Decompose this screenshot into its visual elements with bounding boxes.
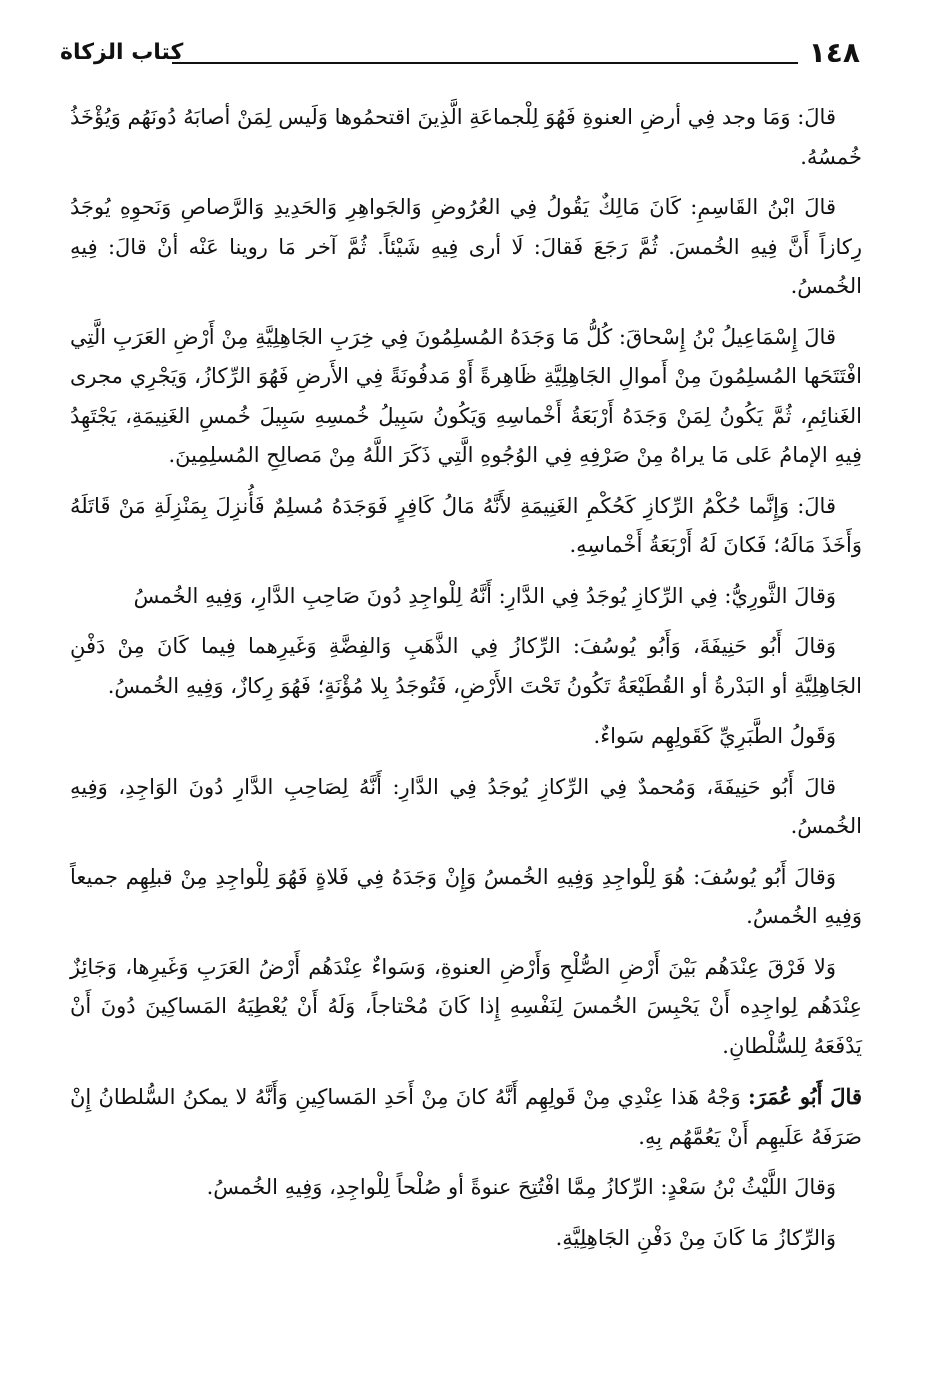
paragraph: قالَ ابْنُ القَاسِمِ: كَانَ مَالِكٌ يَقُولُ فِي العُرُوضِ وَالجَواهِرِ وَالحَدِيدِ وَالرَّصاصِ وَنَحوِهِ يُوجَدُ رِكازاً أَنَّ فِيهِ الخُمسَ. ثُمَّ رَجَعَ فَقالَ: لَا أرى فِيهِ شَيْئاً. ثُمَّ آخر مَا روينا عَنْه أنْ قالَ: فِيهِ الخُمسُ. xyxy=(70,195,862,298)
paragraph: وَقالَ أَبُو حَنِيفَةَ، وَأَبُو يُوسُفَ: الرِّكازُ فِي الذَّهَبِ وَالفِضَّةِ وَغَيرِهما فِيما كَانَ مِنْ دَفْنِ الجَاهِلِيَّةِ أو البَدْرةُ أو القُطَيْعَةُ تَكُونُ تَحْتَ الأَرْضِ، فَتُوجَدُ بِلا مُؤْنَةٍ؛ فَهُوَ رِكازٌ، وَفِيهِ الخُمسُ. xyxy=(70,634,862,698)
paragraph: قالَ: وَإِنَّما حُكْمُ الرِّكازِ كَحُكْمِ الغَنِيمَةِ لأَنَّهُ مَالُ كَافِرٍ فَوَجَدَهُ مُسلِمٌ فَأُنزِلَ بِمَنْزِلَةِ مَنْ قَاتَلَهُ وَأَخَذَ مَالَهُ؛ فَكانَ لَهُ أَرْبَعَةُ أَخْماسِهِ. xyxy=(70,493,862,557)
paragraph: وَقالَ الثَّورِيُّ: فِي الرِّكازِ يُوجَدُ فِي الدَّارِ: أَنَّهُ لِلْواجِدِ دُونَ صَاحِبِ الدَّارِ، وَفِيهِ الخُمسُ xyxy=(133,583,836,608)
speaker-label: قالَ أَبُو عُمَرَ: xyxy=(748,1084,862,1109)
paragraph: قالَ إِسْمَاعِيلُ بْنُ إِسْحاقَ: كُلُّ مَا وَجَدَهُ المُسلِمُونَ فِي خِرَبِ الجَاهِلِيَّةِ مِنْ أَرْضِ العَرَبِ الَّتِي افْتَتَحَها المُسلِمُونَ مِنْ أَموالِ الجَاهِلِيَّةِ ظَاهِرةً أَوْ مَدفُونَةً فِي الأَرضِ فَهُوَ الرِّكازُ، وَيَجْرِي مجرى الغَنائِمِ، ثُمَّ يَكُونُ لِمَنْ وَجَدَهُ أَرْبَعَةُ أَخْماسِهِ وَيَكُونُ سَبِيلُ خُمسِهِ سَبِيلَ خُمسِ الغَنِيمَةِ، يَجْتَهِدُ فِيهِ الإمامُ عَلى مَا يراهُ مِنْ صَرْفِهِ فِي الوُجُوهِ الَّتِي ذَكَرَ اللَّهُ مِنْ مَصالِحِ المُسلِمِينَ. xyxy=(70,324,862,467)
speaker-text: وَجْهُ هَذا عِنْدِي مِنْ قَولِهِم أَنَّهُ كانَ مِنْ أَحَدِ المَساكِينِ وَأَنَّهُ لا يمكنُ السُّلطانُ إِنْ صَرَفَهُ عَلَيهِم أَنْ يَعُمَّهُم بِهِ. xyxy=(70,1085,862,1149)
speaker-paragraph xyxy=(70,1077,862,1157)
paragraph: وَقالَ أَبُو يُوسُفَ: هُوَ لِلْواجِدِ وَفِيهِ الخُمسُ وَإِنْ وَجَدَهُ فِي فَلاةٍ فَهُوَ لِلْواجِدِ مِنْ قبلِهِم جميعاً وَفِيهِ الخُمسُ. xyxy=(70,864,862,928)
running-title: كتاب الزكاة xyxy=(60,40,184,65)
page-header xyxy=(60,30,860,80)
paragraph: قالَ: وَمَا وجد فِي أرضِ العنوةِ فَهُوَ لِلْجماعَةِ الَّذِينَ اقتحمُوها وَلَيس لِمَنْ أصابَهُ دُونَهُم وَيُؤْخَذُ خُمسُهُ. xyxy=(70,105,862,169)
paragraph: وَالرِّكازُ مَا كَانَ مِنْ دَفْنِ الجَاهِلِيَّةِ. xyxy=(555,1225,836,1250)
body-text xyxy=(70,98,862,1269)
paragraph: وَقالَ اللَّيْثُ بْنُ سَعْدٍ: الرِّكازُ مِمَّا افْتُتِحَ عنوةً أو صُلْحاً لِلْواجِدِ، وَفِيهِ الخُمسُ. xyxy=(206,1175,836,1199)
header-rule xyxy=(172,62,798,64)
paragraph: قالَ أَبُو حَنِيفَةَ، وَمُحمدٌ فِي الرِّكازِ يُوجَدُ فِي الدَّارِ: أَنَّهُ لِصَاحِبِ الدَّارِ دُونَ الوَاجِدِ، وَفِيهِ الخُمسُ. xyxy=(70,774,862,838)
page-number: ١٤٨ xyxy=(808,36,860,69)
paragraph: وَقَولُ الطَّبَرِيِّ كَقَولِهِم سَواءٌ. xyxy=(593,724,836,748)
paragraph: وَلا فَرْقَ عِنْدَهُم بَيْنَ أَرْضِ الصُّلْحِ وَأَرْضِ العنوةِ، وَسَواءٌ عِنْدَهُم أَرْضُ العَرَبِ وَغَيرِها، وَجَائِزٌ عِنْدَهُم لِواجِدِه أَنْ يَحْبِسَ الخُمسَ لِنَفْسِهِ إِذا كَانَ مُحْتاجاً، وَلَهُ أَنْ يُعْطِيَهُ المَساكِينَ دُونَ أَنْ يَدْفَعَهُ لِلسُّلْطانِ. xyxy=(70,954,862,1058)
